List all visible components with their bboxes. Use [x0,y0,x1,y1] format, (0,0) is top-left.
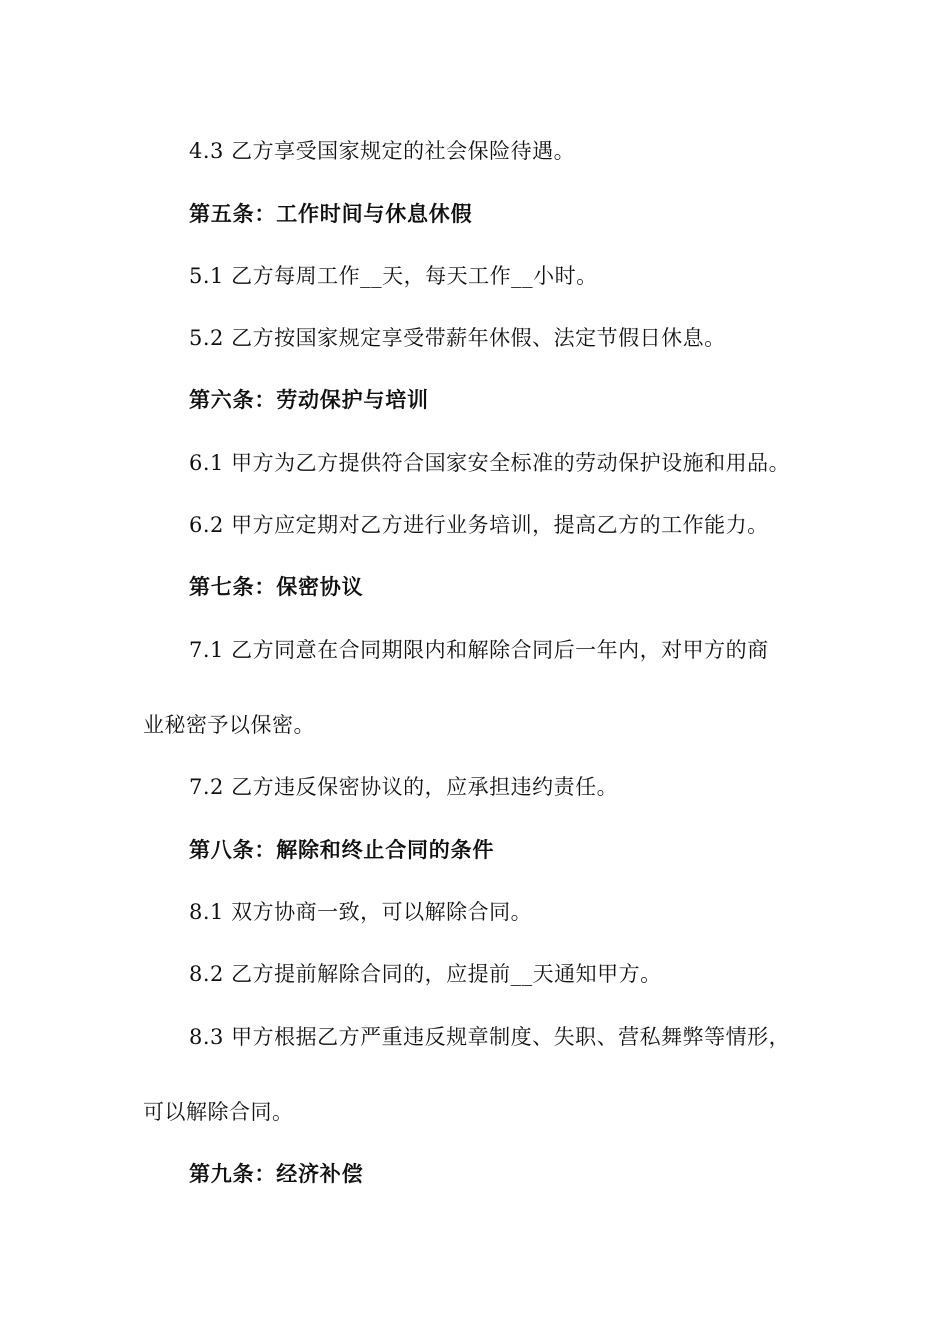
article-6-heading: 第六条：劳动保护与培训 [189,388,429,412]
clause-7-1-continued: 业秘密予以保密。 [143,713,315,737]
article-5-heading: 第五条：工作时间与休息休假 [189,202,473,226]
clause-6-2: 6.2 甲方应定期对乙方进行业务培训，提高乙方的工作能力。 [189,513,769,537]
clause-8-2: 8.2 乙方提前解除合同的，应提前__天通知甲方。 [189,962,662,986]
clause-7-2: 7.2 乙方违反保密协议的，应承担违约责任。 [189,775,619,799]
article-7-heading: 第七条：保密协议 [189,575,364,599]
clause-4-3: 4.3 乙方享受国家规定的社会保险待遇。 [189,139,576,163]
article-8-heading: 第八条：解除和终止合同的条件 [189,838,495,862]
clause-6-1: 6.1 甲方为乙方提供符合国家安全标准的劳动保护设施和用品。 [189,451,791,475]
clause-8-1: 8.1 双方协商一致，可以解除合同。 [189,900,533,924]
clause-7-1: 7.1 乙方同意在合同期限内和解除合同后一年内，对甲方的商 [189,638,769,662]
clause-5-1: 5.1 乙方每周工作__天，每天工作__小时。 [189,264,598,288]
clause-5-2: 5.2 乙方按国家规定享受带薪年休假、法定节假日休息。 [189,326,726,350]
article-9-heading: 第九条：经济补偿 [189,1162,364,1186]
clause-8-3: 8.3 甲方根据乙方严重违反规章制度、失职、营私舞弊等情形， [189,1025,791,1049]
clause-8-3-continued: 可以解除合同。 [143,1100,294,1124]
